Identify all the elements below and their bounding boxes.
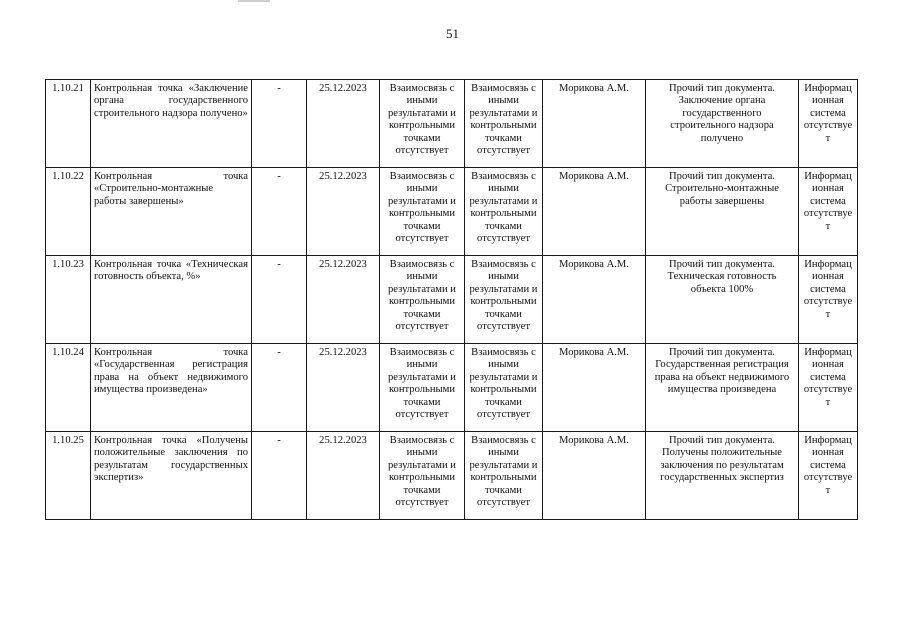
table-row: [46, 344, 858, 432]
empty-dash: -: [252, 80, 307, 168]
empty-dash: -: [252, 344, 307, 432]
responsible-person: Морикова А.М.: [543, 168, 646, 256]
document-type: Прочий тип документа. Получены положительные заключения по результатам государственных экспертиз: [646, 432, 799, 520]
control-point-name: Контрольная точка «Государственная регистрация права на объект недвижимого имущества произведена»: [91, 344, 252, 432]
row-number: 1.10.24: [46, 344, 91, 432]
document-type: Прочий тип документа. Заключение органа государственного строительного надзора получено: [646, 80, 799, 168]
relation-points: Взаимосвязь с иными результатами и контрольными точками отсутствует: [465, 256, 543, 344]
page-number: 51: [446, 26, 459, 41]
control-point-name: Контрольная точка «Получены положительные заключения по результатам государственных экспертиз»: [91, 432, 252, 520]
deadline-date: 25.12.2023: [307, 168, 380, 256]
relation-points: Взаимосвязь с иными результатами и контрольными точками отсутствует: [465, 168, 543, 256]
table-row: [46, 168, 858, 256]
responsible-person: Морикова А.М.: [543, 344, 646, 432]
control-point-name: Контрольная точка «Техническая готовность объекта, %»: [91, 256, 252, 344]
document-type: Прочий тип документа. Государственная регистрация права на объект недвижимого имущества произведена: [646, 344, 799, 432]
control-point-name: Контрольная точка «Заключение органа государственного строительного надзора получено»: [91, 80, 252, 168]
relation-results: Взаимосвязь с иными результатами и контрольными точками отсутствует: [380, 432, 465, 520]
row-number: 1.10.23: [46, 256, 91, 344]
row-number: 1.10.25: [46, 432, 91, 520]
deadline-date: 25.12.2023: [307, 80, 380, 168]
responsible-person: Морикова А.М.: [543, 80, 646, 168]
document-type: Прочий тип документа. Техническая готовность объекта 100%: [646, 256, 799, 344]
information-system: Информационная система отсутствует: [799, 344, 858, 432]
information-system: Информационная система отсутствует: [799, 80, 858, 168]
responsible-person: Морикова А.М.: [543, 432, 646, 520]
relation-points: Взаимосвязь с иными результатами и контрольными точками отсутствует: [465, 344, 543, 432]
table-body: [46, 80, 858, 520]
information-system: Информационная система отсутствует: [799, 168, 858, 256]
table-row: [46, 432, 858, 520]
responsible-person: Морикова А.М.: [543, 256, 646, 344]
empty-dash: -: [252, 256, 307, 344]
relation-points: Взаимосвязь с иными результатами и контрольными точками отсутствует: [465, 80, 543, 168]
deadline-date: 25.12.2023: [307, 432, 380, 520]
information-system: Информационная система отсутствует: [799, 256, 858, 344]
information-system: Информационная система отсутствует: [799, 432, 858, 520]
relation-results: Взаимосвязь с иными результатами и контрольными точками отсутствует: [380, 256, 465, 344]
row-number: 1.10.21: [46, 80, 91, 168]
relation-points: Взаимосвязь с иными результатами и контрольными точками отсутствует: [465, 432, 543, 520]
scan-artifact: [238, 0, 270, 2]
table-row: [46, 80, 858, 168]
document-type: Прочий тип документа. Строительно-монтажные работы завершены: [646, 168, 799, 256]
row-number: 1.10.22: [46, 168, 91, 256]
deadline-date: 25.12.2023: [307, 256, 380, 344]
relation-results: Взаимосвязь с иными результатами и контрольными точками отсутствует: [380, 344, 465, 432]
relation-results: Взаимосвязь с иными результатами и контрольными точками отсутствует: [380, 168, 465, 256]
deadline-date: 25.12.2023: [307, 344, 380, 432]
relation-results: Взаимосвязь с иными результатами и контрольными точками отсутствует: [380, 80, 465, 168]
control-points-table: [45, 79, 858, 520]
empty-dash: -: [252, 168, 307, 256]
control-point-name: Контрольная точка «Строительно-монтажные работы завершены»: [91, 168, 252, 256]
table-row: [46, 256, 858, 344]
empty-dash: -: [252, 432, 307, 520]
